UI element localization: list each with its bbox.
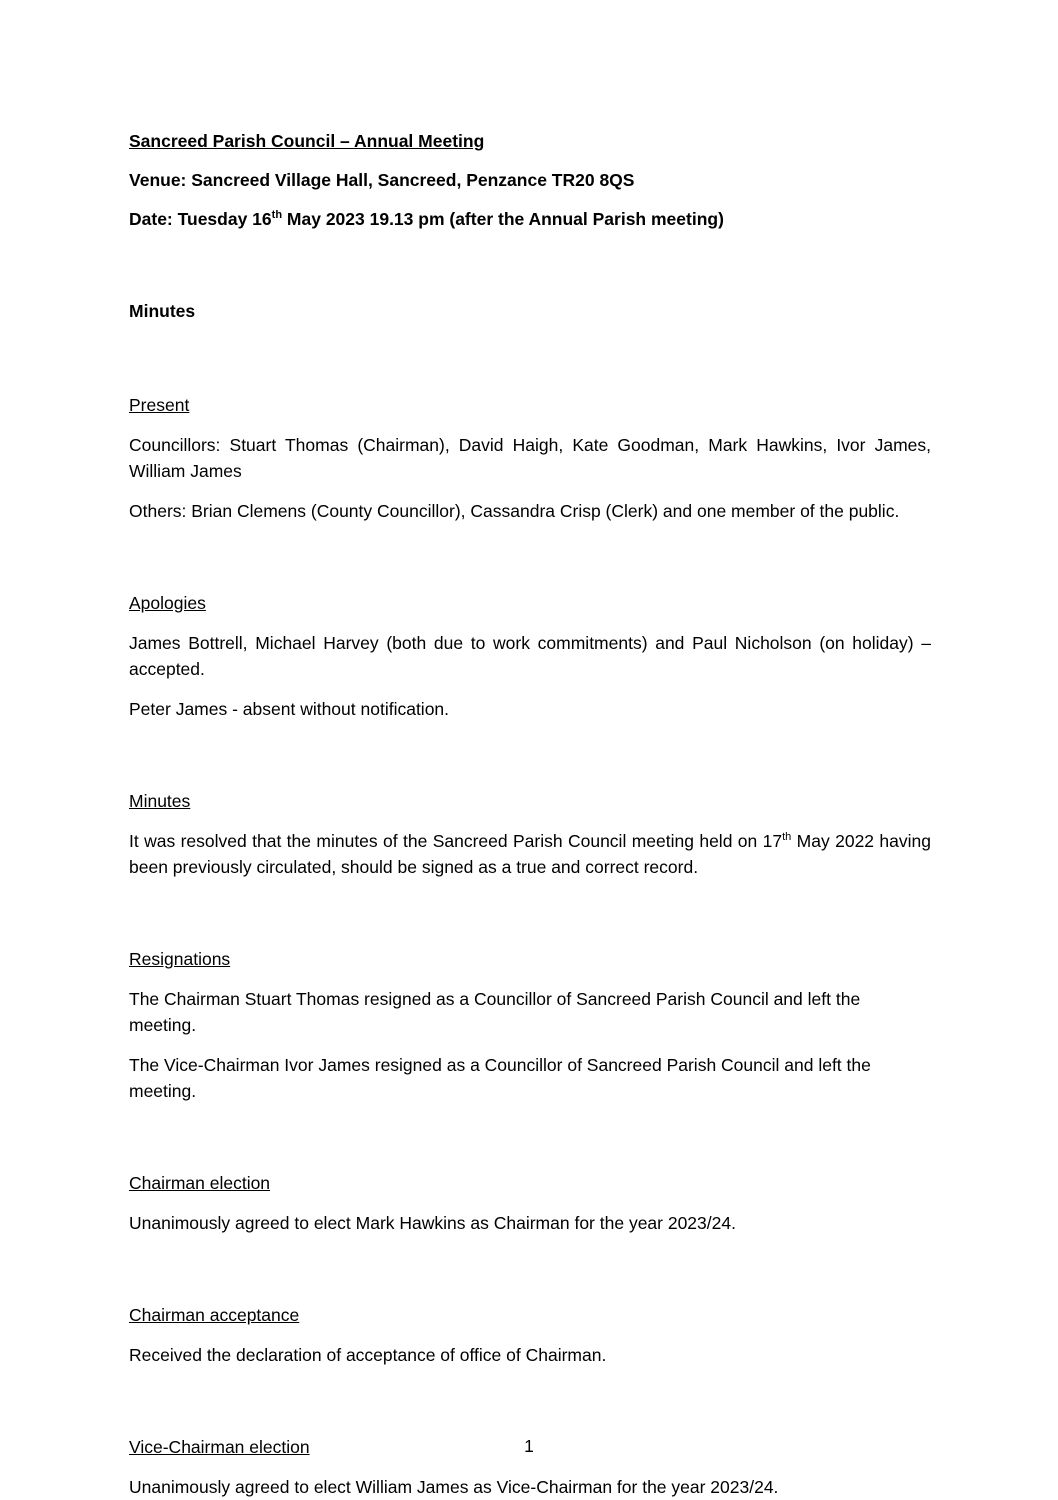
section-heading-resignations: Resignations: [129, 949, 231, 969]
minutes-superscript: th: [782, 831, 792, 844]
section-heading-minutes: Minutes: [129, 791, 191, 811]
apologies-line-2: Peter James - absent without notification.: [129, 699, 450, 719]
chairman-acceptance-text: Received the declaration of acceptance of office of Chairman.: [129, 1345, 607, 1365]
apologies-line-1: James Bottrell, Michael Harvey (both due to work commitments) and Paul Nicholson (on holiday) – accepted.: [129, 633, 931, 679]
vice-chairman-election-text: Unanimously agreed to elect William James as Vice-Chairman for the year 2023/24.: [129, 1477, 779, 1497]
section-heading-chairman-acceptance: Chairman acceptance: [129, 1305, 300, 1325]
minutes-resolution: It was resolved that the minutes of the Sancreed Parish Council meeting held on 17th May 2022 having been previously circulated, should be signed as a true and correct record.: [129, 831, 931, 877]
section-heading-chairman-election: Chairman election: [129, 1173, 271, 1193]
date-superscript: th: [271, 209, 283, 222]
present-councillors: Councillors: Stuart Thomas (Chairman), David Haigh, Kate Goodman, Mark Hawkins, Ivor James, William James: [129, 435, 931, 481]
date-line: Date: Tuesday 16th May 2023 19.13 pm (after the Annual Parish meeting): [129, 209, 724, 229]
section-heading-present: Present: [129, 395, 190, 415]
resignations-line-2: The Vice-Chairman Ivor James resigned as a Councillor of Sancreed Parish Council and left the meeting.: [129, 1055, 871, 1101]
resignations-line-1: The Chairman Stuart Thomas resigned as a Councillor of Sancreed Parish Council and left the meeting.: [129, 989, 861, 1035]
chairman-election-text: Unanimously agreed to elect Mark Hawkins as Chairman for the year 2023/24.: [129, 1213, 736, 1233]
minutes-heading: Minutes: [129, 301, 196, 321]
venue-line: Venue: Sancreed Village Hall, Sancreed, Penzance TR20 8QS: [129, 170, 635, 190]
section-heading-vice-chairman-election: Vice-Chairman election: [129, 1437, 310, 1457]
page-number: 1: [524, 1436, 534, 1456]
document-body: [129, 128, 931, 1500]
present-others: Others: Brian Clemens (County Councillor), Cassandra Crisp (Clerk) and one member of the public.: [129, 501, 900, 521]
section-heading-apologies: Apologies: [129, 593, 206, 613]
document-title: Sancreed Parish Council – Annual Meeting: [129, 131, 485, 151]
